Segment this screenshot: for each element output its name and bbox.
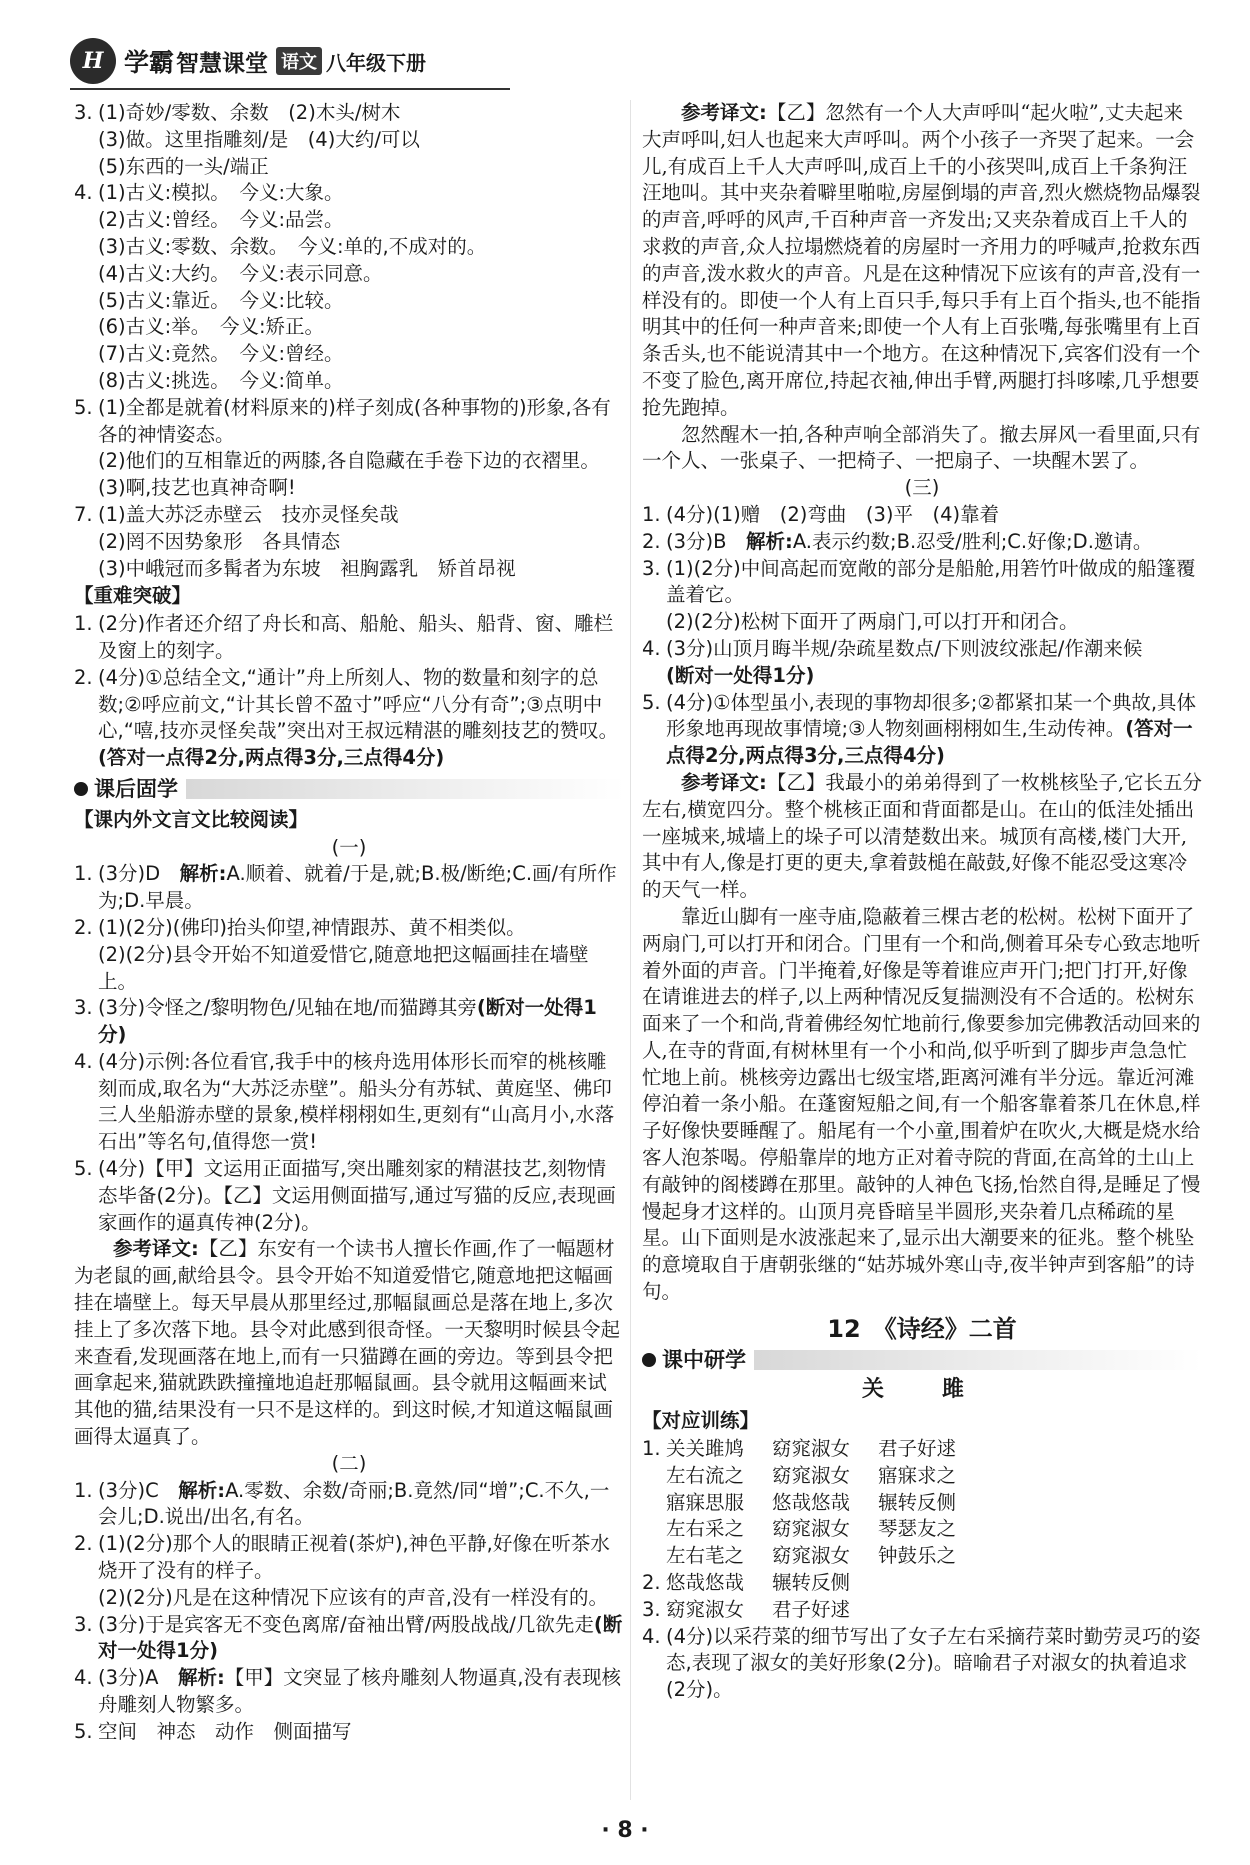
reference-translation: 参考译文:【乙】东安有一个读书人擅长作画,作了一幅题材为老鼠的画,献给县令。县令开始不知道爱惜它,随意地把这幅画挂在墙壁上。每天早晨从那里经过,那幅鼠画总是落在地上,多次挂上了多次落下地。县令对此感到很奇怪。一天黎明时候县令起来查看,发现画落在地上,而有一只猫蹲在画的旁边。等到县令把画拿起来,猫就跌跌撞撞地追赶那幅鼠画。县令就用这幅画来试其他的猫,结果没有一只不是这样的。到这时候,才知道这幅鼠画画得太逼真了。 — [74, 1237, 621, 1449]
translation-paragraph: 忽然醒木一拍,各种声响全部消失了。撤去屏风一看里面,只有一个人、一张桌子、一把椅子、一把扇子、一块醒木罢了。 — [642, 422, 1201, 473]
poem-row: 关关雎鸠 窈窕淑女 君子好逑 — [666, 1437, 957, 1461]
page-number: · 8 · — [601, 1818, 649, 1843]
brand-subtitle: 智慧课堂 — [176, 50, 269, 77]
answer-line: (3)啊,技艺也真神奇啊! — [98, 476, 296, 500]
answer-line: (1)(2分)那个人的眼睛正视着(茶炉),神色平静,好像在听茶水烧开了没有的样子。 — [98, 1532, 610, 1583]
answer-line: (3)中峨冠而多髯者为东坡 袒胸露乳 矫首昂视 — [98, 556, 516, 580]
page-header — [70, 32, 470, 90]
lesson-title: 12 《诗经》二首 — [827, 1314, 1017, 1343]
reference-translation: 参考译文:【乙】我最小的弟弟得到了一枚桃核坠子,它长五分左右,横宽四分。整个桃核正面和背面都是山。在山的低洼处插出一座城来,城墙上的垛子可以清楚数出来。城顶有高楼,楼门大开,其中有人,像是打更的更夫,拿着鼓槌在敲鼓,好像不能忍受这寒冷的天气一样。 — [642, 770, 1203, 902]
score-note: (答对一点得2分,两点得3分,三点得4分) — [98, 746, 445, 770]
answer-item: 1. (2分)作者还介绍了舟长和高、船舱、船头、船背、窗、雕栏及窗上的刻字。 — [74, 612, 614, 662]
answer-item: 5. (4分)①体型虽小,表现的事物却很多;②都紧扣某一个典故,具体形象地再现故事情境;③人物刻画栩栩如生,生动传神。(答对一点得2分,两点得3分,三点得4分) — [642, 690, 1197, 768]
answer-item: 3. 窈窕淑女 君子好逑 — [642, 1597, 1202, 1624]
answer-line: (1)奇妙/零数、余数 (2)木头/树木 — [98, 101, 401, 124]
answer-line: (1)全都是就着(材料原来的)样子刻成(各种事物的)形象,各有各的神情姿态。 — [98, 395, 611, 446]
poem-row: 悠哉悠哉 辗转反侧 — [666, 1571, 851, 1595]
answer-item: 5. (4分)【甲】文运用正面描写,突出雕刻家的精湛技艺,刻物情态毕备(2分)。【乙】文运用侧面描写,通过写猫的反应,表现画家画作的逼真传神(2分)。 — [74, 1157, 616, 1234]
answer-line: (2)罔不因势象形 各具情态 — [98, 529, 341, 553]
poem-row: 左右流之 窈窕淑女 寤寐求之 — [666, 1463, 957, 1487]
answer-item: 2. (3分)B 解析:A.表示约数;B.忍受/胜利;C.好像;D.邀请。 — [642, 529, 1153, 553]
score-note: (断对一处得1分) — [666, 663, 815, 687]
section-title-kezhong: 课中研学 — [642, 1347, 1202, 1374]
answer-line: (2)(2分)凡是在这种情况下应该有的声音,没有一样没有的。 — [98, 1585, 608, 1609]
answer-item: 1. 关关雎鸠 窈窕淑女 君子好逑 左右流之 窈窕淑女 寤寐求之 寤寐思服 悠哉悠哉 辗转反侧 左右采之 窈窕淑女 琴瑟友之 左右芼之 窈窕淑女 钟鼓乐之 — [642, 1436, 1202, 1570]
answer-line: (7)古义:竟然。 今义:曾经。 — [98, 342, 344, 366]
grade-label: 八年级下册 — [326, 50, 427, 75]
answer-line: (2)(2分)松树下面开了两扇门,可以打开和闭合。 — [666, 610, 1079, 634]
section-title-kehou: 课后固学 — [74, 776, 624, 803]
answer-line: (2)古义:曾经。 今义:品尝。 — [98, 208, 344, 232]
section-tag-duiying: 【对应训练】 — [642, 1409, 760, 1433]
answer-item: 5. (1)全都是就着(材料原来的)样子刻成(各种事物的)形象,各有各的神情姿态。 (2)他们的互相靠近的两膝,各自隐藏在手卷下边的衣褶里。 (3)啊,技艺也真神奇啊! — [74, 395, 624, 502]
translation-paragraph: 靠近山脚有一座寺庙,隐蔽着三棵古老的松树。松树下面开了两扇门,可以打开和闭合。门里有一个和尚,侧着耳朵专心致志地听着外面的声音。门半掩着,好像是等着谁应声开门;把门打开,好像在请谁进去的样子,以上两种情况反复揣测没有不合适的。松树东面来了一个和尚,背着佛经匆忙地前行,像要参加完佛教活动回来的人,在寺的背面,有树林里有一个小和尚,似乎听到了脚步声急急忙忙地上前。桃核旁边露出七级宝塔,距离河滩有半分远。靠近河滩停泊着一条小船。在蓬窗短船之间,有一个船客靠着茶几在休息,样子好像快要睡醒了。船尾有一个小童,围着炉在吹火,大概是烧水给客人泡茶喝。停船靠岸的地方正对着寺院的背面,在高耸的土山上有敲钟的阁楼蹲在那里。敲钟的人神色飞扬,怡然自得,是睡足了慢慢起身才这样的。山顶月亮昏暗呈半圆形,夹杂着几点稀疏的星星。山下面则是水波涨起来了,显示出大潮要来的征兆。整个桃坠的意境取自于唐朝张继的“姑苏城外寒山寺,夜半钟声到客船”的诗句。 — [642, 904, 1201, 1304]
column-divider — [630, 100, 631, 1800]
subject-tag: 语文 — [276, 47, 322, 75]
answer-item: 4. (4分)示例:各位看官,我手中的核舟选用体形长而窄的桃核雕刻而成,取名为“大苏泛赤壁”。船头分有苏轼、黄庭坚、佛印三人坐船游赤壁的景象,模样栩栩如生,更刻有“山高月小,水落石出”等名句,值得您一赏! — [74, 1049, 615, 1154]
poem-title: 关 雎 — [861, 1377, 982, 1403]
poem-row: 左右芼之 窈窕淑女 钟鼓乐之 — [666, 1544, 957, 1568]
answer-item: 3. (3分)于是宾客无不变色离席/奋袖出臂/两股战战/几欲先走(断对一处得1分) — [74, 1612, 623, 1663]
answer-item: 3. (1)奇妙/零数、余数 (2)木头/树木 (3)做。这里指雕刻/是 (4)大约/可以 (5)东西的一头/端正 — [74, 100, 624, 180]
reference-translation: 参考译文:【乙】忽然有一个人大声呼叫“起火啦”,丈夫起来大声呼叫,妇人也起来大声呼叫。两个小孩子一齐哭了起来。一会儿,有成百上千人大声呼叫,成百上千的小孩哭叫,成百上千条狗汪汪地叫。其中夹杂着噼里啪啦,房屋倒塌的声音,烈火燃烧物品爆裂的声音,呼呼的风声,千百种声音一齐发出;又夹杂着成百上千人的求救的声音,众人拉塌燃烧着的房屋时一齐用力的呼喊声,抢救东西的声音,泼水救火的声音。凡是在这种情况下应该有的声音,没有一样没有的。即使一个人有上百只手,每只手有上百个指头,也不能指明其中的任何一种声音来;即使一个人有上百张嘴,每张嘴里有上百条舌头,也不能说清其中一个地方。在这种情况下,宾客们没有一个不变了脸色,离开席位,持起衣袖,伸出手臂,两腿打抖哆嗦,几乎想要抢先跑掉。 — [642, 101, 1201, 419]
part-heading: (二) — [331, 1451, 367, 1475]
brand-name: 学霸 — [124, 48, 175, 77]
answer-item: 2. 悠哉悠哉 辗转反侧 — [642, 1570, 1202, 1597]
answer-line: (3)做。这里指雕刻/是 (4)大约/可以 — [98, 127, 420, 151]
answer-item: 7. (1)盖大苏泛赤壁云 技亦灵怪矣哉 (2)罔不因势象形 各具情态 (3)中峨冠而多髯者为东坡 袒胸露乳 矫首昂视 — [74, 502, 624, 582]
section-tag-bijiao: 【课内外文言文比较阅读】 — [74, 807, 309, 831]
answer-item: 4. (1)古义:模拟。 今义:大象。 (2)古义:曾经。 今义:品尝。 (3)古义:零数、余数。 今义:单的,不成对的。 (4)古义:大约。 今义:表示同意。 (5)古义:靠近。 今义:比较。 (6)古义:举。 今义:矫正。 (7)古义:竟然。 今义:曾经。 (8)古义:挑选。 今义:简单。 — [74, 180, 624, 394]
part-heading: (三) — [904, 476, 940, 500]
answer-line: (1)盖大苏泛赤壁云 技亦灵怪矣哉 — [98, 502, 399, 526]
answer-item: 3. (1)(2分)中间高起而宽敞的部分是船舱,用箬竹叶做成的船篷覆盖着它。 (2)(2分)松树下面开了两扇门,可以打开和闭合。 — [642, 556, 1202, 636]
answer-line: (1)(2分)中间高起而宽敞的部分是船舱,用箬竹叶做成的船篷覆盖着它。 — [666, 556, 1196, 607]
right-column — [642, 100, 1202, 1704]
score-note: (答对一点得2分,两点得3分,三点得4分) — [666, 717, 1193, 768]
answer-item: 1. (4分)(1)赠 (2)弯曲 (3)平 (4)靠着 — [642, 502, 1000, 526]
answer-item: 1. (3分)C 解析:A.零数、余数/奇丽;B.竟然/同“增”;C.不久,一会儿;D.说出/出名,有名。 — [74, 1478, 610, 1529]
answer-item: 5. 空间 神态 动作 侧面描写 — [74, 1719, 352, 1743]
answer-line: (4)古义:大约。 今义:表示同意。 — [98, 261, 383, 285]
answer-item: 4. (4分)以采荇菜的细节写出了女子左右采摘荇菜时勤劳灵巧的姿态,表现了淑女的美好形象(2分)。暗喻君子对淑女的执着追求(2分)。 — [642, 1624, 1201, 1702]
answer-item: 1. (3分)D 解析:A.顺着、就着/于是,就;B.极/断绝;C.画/有所作为;D.早晨。 — [74, 862, 617, 913]
answer-item: 4. (3分)山顶月晦半规/杂疏星数点/下则波纹涨起/作潮来候 (断对一处得1分) — [642, 636, 1202, 690]
section-tag-zhongnan: 【重难突破】 — [74, 584, 192, 608]
answer-line: (2)(2分)县令开始不知道爱惜它,随意地把这幅画挂在墙壁上。 — [98, 942, 589, 993]
answer-line: (1)(2分)(佛印)抬头仰望,神情跟苏、黄不相类似。 — [98, 915, 526, 939]
answer-item: 2. (1)(2分)(佛印)抬头仰望,神情跟苏、黄不相类似。 (2)(2分)县令开始不知道爱惜它,随意地把这幅画挂在墙壁上。 — [74, 915, 624, 995]
answer-line: (3)古义:零数、余数。 今义:单的,不成对的。 — [98, 234, 487, 258]
poem-row: 寤寐思服 悠哉悠哉 辗转反侧 — [666, 1490, 957, 1514]
header-rule — [70, 88, 510, 90]
answer-item: 2. (4分)①总结全文,“通计”舟上所刻人、物的数量和刻字的总数;②呼应前文,“计其长曾不盈寸”呼应“八分有奇”;③点明中心,“嘻,技亦灵怪矣哉”突出对王叔远精湛的雕刻技艺的赞叹。(答对一点得2分,两点得3分,三点得4分) — [74, 665, 619, 770]
score-note: (断对一处得1分) — [98, 1612, 623, 1663]
poem-row: 窈窕淑女 君子好逑 — [666, 1597, 851, 1621]
answer-item: 2. (1)(2分)那个人的眼睛正视着(茶炉),神色平静,好像在听茶水烧开了没有的样子。 (2)(2分)凡是在这种情况下应该有的声音,没有一样没有的。 — [74, 1531, 624, 1611]
part-heading: (一) — [331, 835, 367, 859]
answer-line: (1)古义:模拟。 今义:大象。 — [98, 181, 344, 205]
answer-line: (5)古义:靠近。 今义:比较。 — [98, 288, 344, 312]
left-column — [74, 100, 624, 1746]
answer-line: (5)东西的一头/端正 — [98, 154, 269, 178]
bullet-icon — [642, 1353, 656, 1367]
score-note: (断对一处得1分) — [98, 996, 597, 1047]
answer-line: (6)古义:举。 今义:矫正。 — [98, 315, 325, 339]
answer-item: 3. (3分)令怪之/黎明物色/见轴在地/而猫蹲其旁(断对一处得1分) — [74, 996, 597, 1047]
answer-line: (2)他们的互相靠近的两膝,各自隐藏在手卷下边的衣褶里。 — [98, 449, 600, 473]
poem-row: 左右采之 窈窕淑女 琴瑟友之 — [666, 1517, 957, 1541]
bullet-icon — [74, 782, 88, 796]
answer-line: (8)古义:挑选。 今义:简单。 — [98, 368, 344, 392]
brand-logo-icon: H — [70, 38, 116, 84]
answer-item: 4. (3分)A 解析:【甲】文突显了核舟雕刻人物逼真,没有表现核舟雕刻人物繁多。 — [74, 1666, 621, 1717]
